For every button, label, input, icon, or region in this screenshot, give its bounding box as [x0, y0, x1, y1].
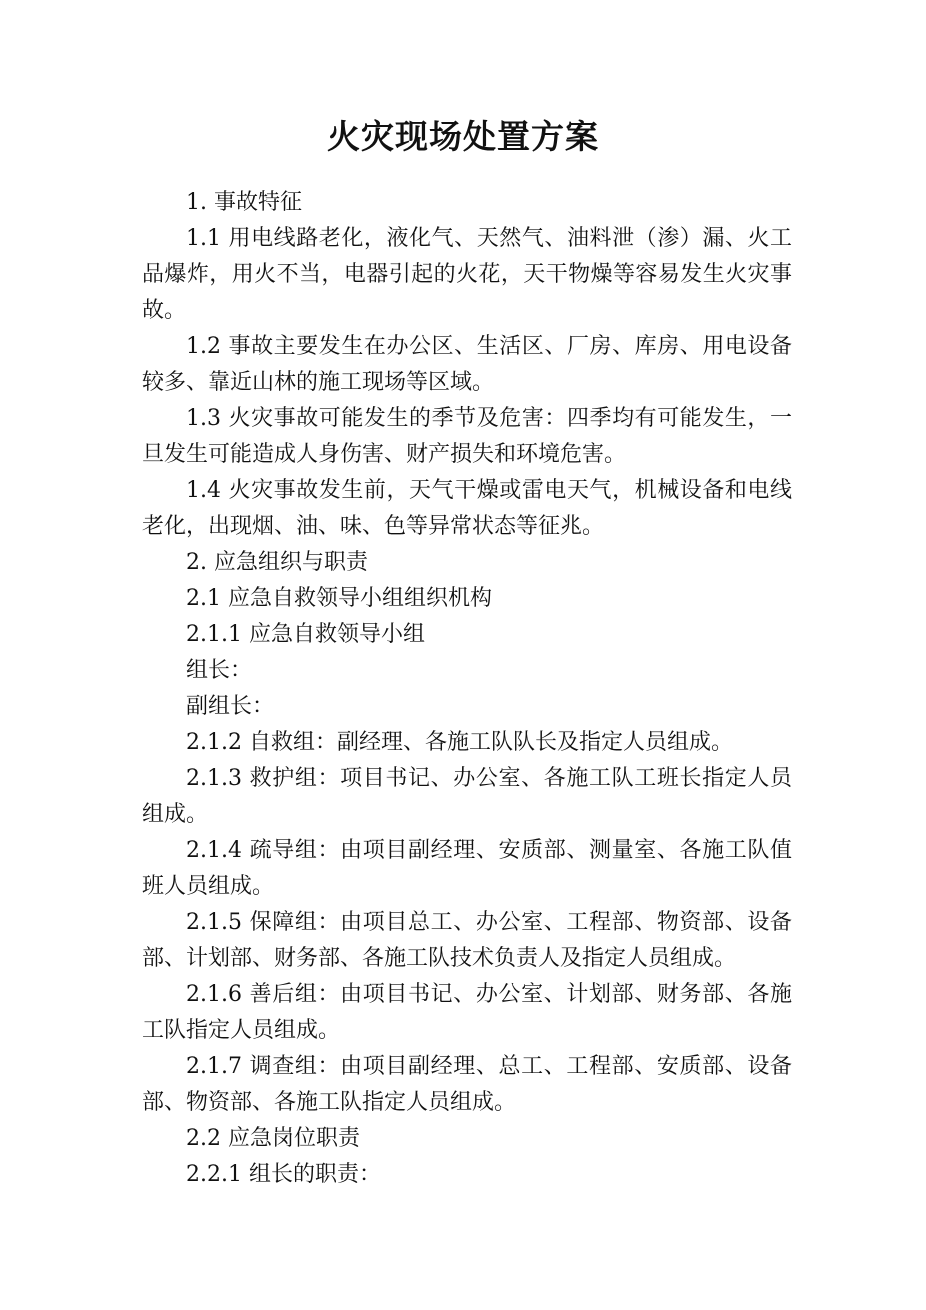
- paragraph-2-1-3: 2.1.3 救护组：项目书记、办公室、各施工队工班长指定人员组成。: [142, 766, 792, 827]
- document-title: 火灾现场处置方案: [327, 117, 599, 156]
- paragraph-2-1-5: 2.1.5 保障组：由项目总工、办公室、工程部、物资部、设备部、计划部、财务部、各施工队技术负责人及指定人员组成。: [142, 910, 792, 971]
- paragraph-2-2-1: 2.2.1 组长的职责：: [186, 1162, 381, 1187]
- paragraph-2: 2. 应急组织与职责: [186, 550, 368, 575]
- paragraph-2-1-4: 2.1.4 疏导组：由项目副经理、安质部、测量室、各施工队值班人员组成。: [142, 838, 792, 899]
- paragraph-2-1-2: 2.1.2 自救组：副经理、各施工队队长及指定人员组成。: [186, 730, 733, 755]
- paragraph-2-1-6: 2.1.6 善后组：由项目书记、办公室、计划部、财务部、各施工队指定人员组成。: [142, 982, 792, 1043]
- paragraph-2-1-1: 2.1.1 应急自救领导小组: [186, 622, 425, 647]
- paragraph-2-1-7: 2.1.7 调查组：由项目副经理、总工、工程部、安质部、设备部、物资部、各施工队指定人员组成。: [142, 1054, 792, 1115]
- paragraph-1: 1. 事故特征: [186, 190, 302, 215]
- paragraph-leader: 组长：: [186, 658, 253, 683]
- paragraph-1-3: 1.3 火灾事故可能发生的季节及危害：四季均有可能发生，一旦发生可能造成人身伤害、财产损失和环境危害。: [142, 406, 792, 467]
- paragraph-1-1: 1.1 用电线路老化，液化气、天然气、油料泄（渗）漏、火工品爆炸，用火不当，电器引起的火花，天干物燥等容易发生火灾事故。: [142, 226, 792, 323]
- paragraph-1-4: 1.4 火灾事故发生前，天气干燥或雷电天气，机械设备和电线老化，出现烟、油、味、色等异常状态等征兆。: [142, 478, 792, 539]
- paragraph-2-1: 2.1 应急自救领导小组组织机构: [186, 586, 492, 611]
- paragraph-1-2: 1.2 事故主要发生在办公区、生活区、厂房、库房、用电设备较多、靠近山林的施工现场等区域。: [142, 334, 792, 395]
- paragraph-deputy-leader: 副组长：: [186, 694, 275, 719]
- paragraph-2-2: 2.2 应急岗位职责: [186, 1126, 360, 1151]
- document-body: [142, 185, 792, 1193]
